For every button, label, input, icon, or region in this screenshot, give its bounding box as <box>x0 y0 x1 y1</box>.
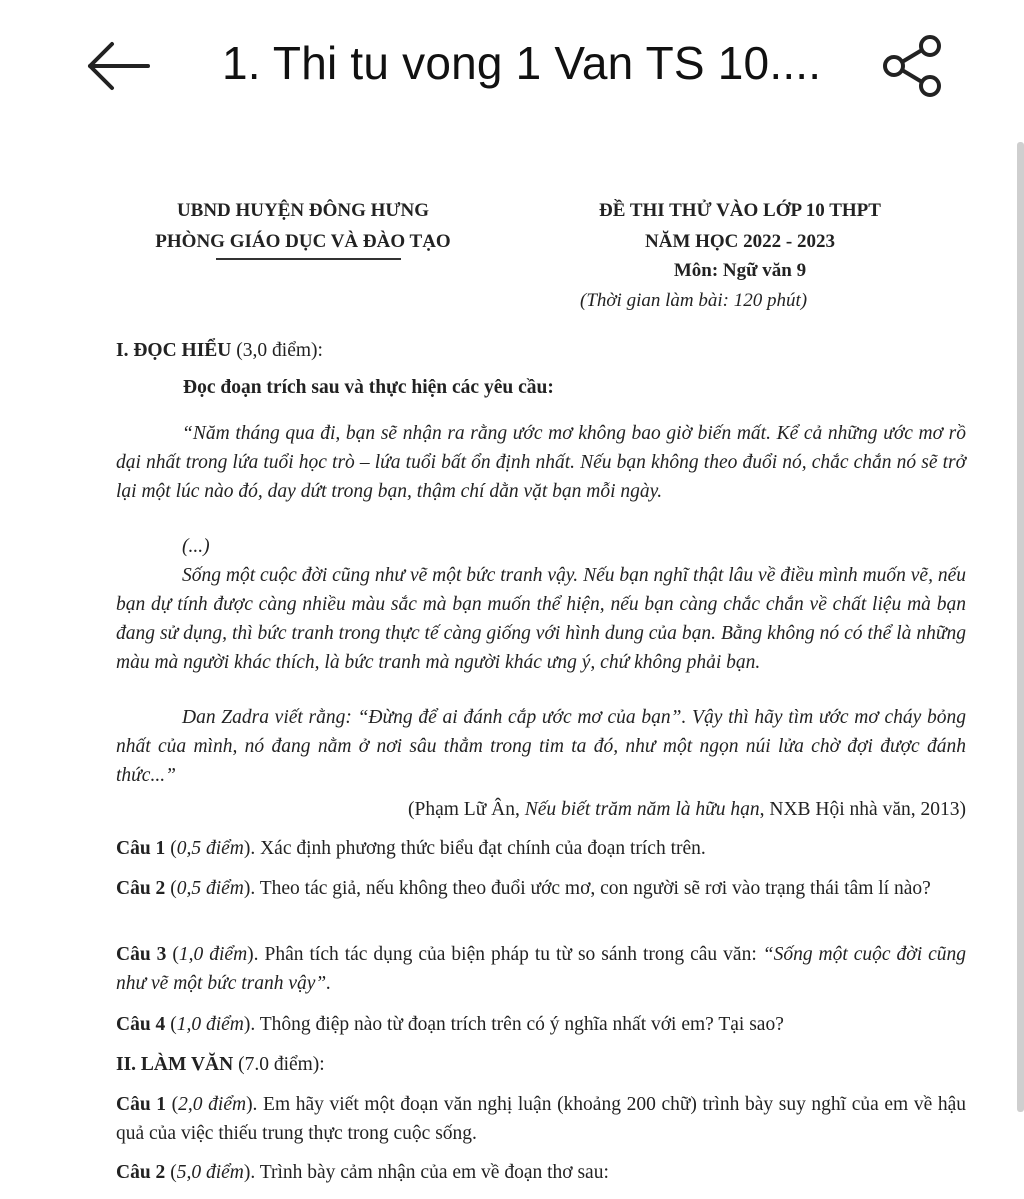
question-2-2: Câu 2 (5,0 điểm). Trình bày cảm nhận của em về đoạn thơ sau: <box>116 1162 609 1183</box>
passage-source <box>116 795 966 824</box>
passage-paragraph-2: Sống một cuộc đời cũng như vẽ một bức tranh vậy. Nếu bạn nghĩ thật lâu về điều mình muốn vẽ, nếu bạn dự tính được càng nhiều màu sắc mà bạn muốn thể hiện, nếu bạn càng chắc chắn về chất liệu mà bạn đang sử dụng, thì bức tranh trong thực tế càng giống với hình dung của bạn. Bằng không nó có thể là những màu mà người khác thích, là bức tranh mà người khác ưng ý, chứ không phải bạn. <box>116 565 966 673</box>
question-label: Câu 1 <box>116 1094 167 1115</box>
question-label: Câu 4 <box>116 1014 166 1035</box>
source-prefix: (Phạm Lữ Ân, <box>408 799 525 820</box>
header-right-line1: ĐỀ THI THỬ VÀO LỚP 10 THPT <box>599 200 881 221</box>
question-label: Câu 2 <box>116 1162 166 1183</box>
header-left-line1: UBND HUYỆN ĐÔNG HƯNG <box>176 200 430 221</box>
header-right-line4: (Thời gian làm bài: 120 phút) <box>580 290 808 311</box>
part1-instruction: Đọc đoạn trích sau và thực hiện các yêu cầu: <box>183 377 554 398</box>
header-right-line3: Môn: Ngữ văn 9 <box>673 260 807 281</box>
part1-title: I. ĐỌC HIỂU <box>116 340 232 361</box>
question-points: 1,0 điểm <box>178 944 248 965</box>
passage-paragraph-3: Dan Zadra viết rằng: “Đừng để ai đánh cắp ước mơ của bạn”. Vậy thì hãy tìm ước mơ cháy bỏng nhất của mình, nó đang nằm ở nơi sâu thẳm trong tim ta đó, như một ngọn núi lửa chờ đợi được đánh thức...” <box>116 707 966 786</box>
document-page <box>0 132 1016 1199</box>
header-left-line2: PHÒNG GIÁO DỤC VÀ ĐÀO TẠO <box>155 231 451 252</box>
question-text: ). Trình bày cảm nhận của em về đoạn thơ sau: <box>243 1162 609 1183</box>
question-text: ). Theo tác giả, nếu không theo đuổi ước mơ, con người sẽ rơi vào trạng thái tâm lí nào? <box>243 878 931 899</box>
header-underline <box>216 258 401 260</box>
passage-ellipsis: (...) <box>182 536 210 557</box>
question-points: 0,5 điểm <box>176 838 244 859</box>
part1-points: (3,0 điểm): <box>231 340 323 361</box>
question-text: ). Thông điệp nào từ đoạn trích trên có ý nghĩa nhất với em? Tại sao? <box>243 1014 784 1035</box>
part2-heading <box>116 1050 966 1079</box>
question-1-1: Câu 1 (0,5 điểm). Xác định phương thức biểu đạt chính của đoạn trích trên. <box>116 838 706 859</box>
question-text: ). Phân tích tác dụng của biện pháp tu từ so sánh trong câu văn: <box>247 944 763 965</box>
question-points: 2,0 điểm <box>178 1094 247 1115</box>
question-text: ). Xác định phương thức biểu đạt chính của đoạn trích trên. <box>243 838 706 859</box>
question-points: 1,0 điểm <box>176 1014 244 1035</box>
scrollbar[interactable] <box>1017 142 1024 1112</box>
back-button[interactable] <box>82 36 152 96</box>
part2-title: II. LÀM VĂN <box>116 1054 234 1075</box>
question-1-4: Câu 4 (1,0 điểm). Thông điệp nào từ đoạn trích trên có ý nghĩa nhất với em? Tại sao? <box>116 1014 784 1035</box>
question-points: 5,0 điểm <box>176 1162 244 1183</box>
question-label: Câu 3 <box>116 944 167 965</box>
question-1-3: Câu 3 (1,0 điểm). Phân tích tác dụng của biện pháp tu từ so sánh trong câu văn: “Sống một cuộc đời cũng như vẽ một bức tranh vậy”. <box>116 944 967 994</box>
question-1-2: Câu 2 (0,5 điểm). Theo tác giả, nếu không theo đuổi ước mơ, con người sẽ rơi vào trạng thái tâm lí nào? <box>116 878 931 899</box>
question-points: 0,5 điểm <box>176 878 244 899</box>
app-bar <box>0 0 1024 132</box>
share-icon <box>876 32 948 100</box>
question-label: Câu 2 <box>116 878 166 899</box>
arrow-left-icon <box>82 36 152 96</box>
part1-heading <box>116 336 966 365</box>
source-suffix: , NXB Hội nhà văn, 2013) <box>759 799 966 820</box>
question-2-1: Câu 1 (2,0 điểm). Em hãy viết một đoạn văn nghị luận (khoảng 200 chữ) trình bày suy nghĩ của em về hậu quả của việc thiếu trung thực trong cuộc sống. <box>116 1094 967 1144</box>
share-button[interactable] <box>876 32 948 100</box>
source-title: Nếu biết trăm năm là hữu hạn <box>524 799 760 820</box>
question-text: ). Em hãy viết một đoạn văn nghị luận (khoảng 200 chữ) trình bày suy nghĩ của em về hậu quả của việc thiếu trung thực trong cuộc sống. <box>116 1094 967 1144</box>
document-title: 1. Thi tu vong 1 Van TS 10.... <box>222 37 822 89</box>
part2-points: (7.0 điểm): <box>233 1054 325 1075</box>
question-quote: “Sống một cuộc đời cũng như vẽ một bức tranh vậy”. <box>116 944 967 994</box>
passage-paragraph-1: “Năm tháng qua đi, bạn sẽ nhận ra rằng ước mơ không bao giờ biến mất. Kể cả những ước mơ rồ dại nhất trong lứa tuổi học trò – lứa tuổi bất ổn định nhất. Nếu bạn không theo đuổi nó, chắc chắn nó sẽ trở lại một lúc nào đó, day dứt trong bạn, thậm chí dằn vặt bạn mỗi ngày. <box>116 423 966 502</box>
header-right-line2: NĂM HỌC 2022 - 2023 <box>645 231 835 252</box>
question-label: Câu 1 <box>116 838 166 859</box>
